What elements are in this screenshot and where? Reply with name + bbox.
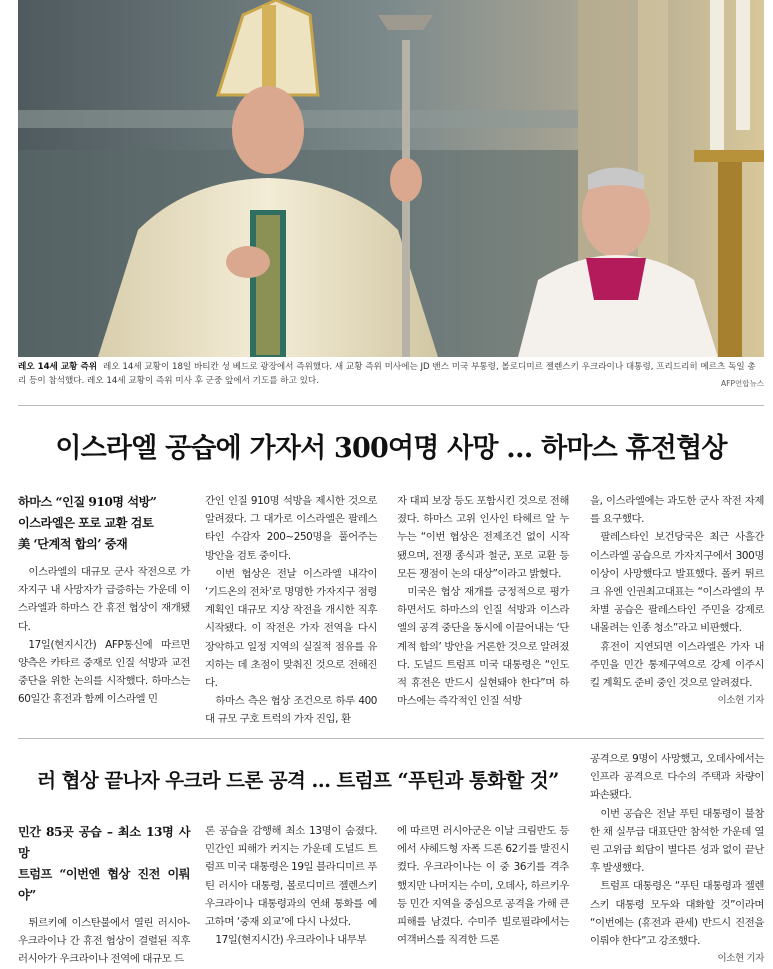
caption-title: 레오 14세 교황 즉위 [18, 362, 98, 372]
article2-headline: 러 협상 끝나자 우크라 드론 공격 … 트럼프 “푸틴과 통화할 것” [37, 769, 559, 792]
article1-subhead: 이스라엘은 포로 교환 검토 [18, 516, 154, 530]
paragraph: 이스라엘의 대규모 군사 작전으로 가자지구 내 사망자가 급증하는 가운데 이스라엘과 하마스 간 휴전 협상이 재개됐다. [18, 566, 190, 633]
paragraph: 을, 이스라엘에는 과도한 군사 작전 자제를 요구했다. [590, 495, 764, 526]
divider [18, 405, 764, 406]
article2-column-2 [205, 822, 377, 947]
article2-subhead: 트럼프 “이번엔 협상 진전 이뤄야” [18, 867, 190, 902]
paragraph: 트럼프 대통령은 “푸틴 대통령과 젤렌스키 대통령 모두와 대화할 것”이라며 “이번에는 (휴전과 관세) 반드시 진전을 이뤄야 한다”고 강조했다. [590, 880, 764, 948]
article1-column-2 [205, 492, 377, 728]
divider [18, 738, 764, 739]
article2-column-4 [590, 750, 764, 965]
article2-subhead: 민간 85곳 공습 – 최소 13명 사망 [18, 825, 190, 860]
article2-byline: 이소현 기자 [717, 953, 764, 965]
paragraph: 팔레스타인 보건당국은 최근 사흘간 이스라엘 공습으로 가자지구에서 300명 이상이 사망했다고 발표했다. 폴커 튀르크 유엔 인권최고대표는 “이스라엘의 무차별 공습은 팔레스타인 주민을 강제로 내몰려는 인종 청소”라고 비판했다. [590, 531, 764, 635]
article1-subhead: 하마스 “인질 910명 석방” [18, 495, 157, 509]
article2-subheads [18, 822, 190, 906]
news-photo [18, 0, 764, 357]
article1-headline: 이스라엘 공습에 가자서 300여명 사망 … 하마스 휴전협상 [55, 433, 727, 464]
article1-subheads [18, 492, 190, 555]
paragraph: 17일(현지시간) AFP통신에 따르면 양측은 카타르 중재로 인질 석방과 교전 중단을 위한 논의를 시작했다. 하마스는 60일간 휴전과 함께 이스라엘 민 [18, 638, 190, 706]
article1-column-1 [18, 492, 190, 728]
paragraph: 튀르키예 이스탄불에서 열린 러시아-우크라이나 간 휴전 협상이 결렬된 직후 러시아가 우크라이나 전역에 대규모 드 [18, 917, 190, 966]
article1-column-4 [590, 492, 764, 728]
paragraph: 하마스 측은 협상 조건으로 하루 400대 규모 구호 트럭의 가자 진입, 환 [205, 695, 377, 726]
article2-column-1 [18, 822, 190, 966]
paragraph: 미국은 협상 재개를 긍정적으로 평가하면서도 하마스의 인질 석방과 이스라엘의 공격 중단을 동시에 이끌어내는 ‘단계적 합의’ 방안을 거론한 것으로 알려졌다. 도널드 트럼프 미국 대통령은 “인도적 휴전은 반드시 실현돼야 한다”며 하마스에는 즉각적인 인질 석방 [397, 586, 569, 708]
paragraph: 론 공습을 감행해 최소 13명이 숨졌다. 민간인 피해가 커지는 가운데 도널드 트럼프 미국 대통령은 19일 블라디미르 푸틴 러시아 대통령, 볼로디미르 젤렌스키 우크라이나 대통령과의 연쇄 통화를 예고하며 ‘중재 외교’에 다시 나섰다. [205, 825, 377, 929]
paragraph: 간인 인질 910명 석방을 제시한 것으로 알려졌다. 그 대가로 이스라엘은 팔레스타인 수감자 200~250명을 풀어주는 방안을 검토 중이다. [205, 495, 377, 562]
photo-credit: AFP연합뉴스 [721, 379, 764, 388]
paragraph: 휴전이 지연되면 이스라엘은 가자 내 주민을 민간 통제구역으로 강제 이주시킬 계획도 준비 중인 것으로 알려졌다. [590, 640, 764, 690]
article1-column-3 [397, 492, 569, 728]
caption-text: 레오 14세 교황이 18일 바티칸 성 베드로 광장에서 즉위했다. 새 교황 즉위 미사에는 JD 밴스 미국 부통령, 볼로디미르 젤렌스키 우크라이나 대통령, 프리드리히 메르츠 독일 총리 등이 참석했다. 레오 14세 교황이 즉위 미사 후 군중 앞에서 기도를 하고 있다. [18, 362, 756, 386]
photo-illustration [18, 0, 764, 357]
paragraph: 17일(현지시간) 우크라이나 내무부 [215, 934, 367, 947]
article2-column-3 [397, 822, 569, 947]
paragraph: 이번 협상은 전날 이스라엘 내각이 ‘기드온의 전차’로 명명한 가자지구 점령 계획인 대규모 지상 작전을 개시한 직후 시작됐다. 이 작전은 가자 전역을 다시 장악하고 일정 지역의 실질적 점유를 유지하는 데 초점이 맞춰진 것으로 전해진다. [205, 567, 377, 690]
article1-subhead: 美 ‘단계적 합의’ 중재 [18, 537, 128, 551]
paragraph: 이번 공습은 전날 푸틴 대통령이 불참한 채 실무급 대표단만 참석한 가운데 열린 고위급 회담이 별다른 성과 없이 끝난 후 발생했다. [590, 807, 764, 875]
paragraph: 에 따르면 러시아군은 이날 크림반도 등에서 샤헤드형 자폭 드론 62기를 발진시켰다. 우크라이나는 이 중 36기를 격추했지만 나머지는 수미, 오데사, 하르키우 등 민간 지역을 중심으로 공격을 가해 큰 피해를 남겼다. 수미주 빌로필랴에서는 여객버스를 직격한 드론 [397, 825, 569, 947]
paragraph: 자 대피 보장 등도 포함시킨 것으로 전해졌다. 하마스 고위 인사인 타헤르 알 누누는 “이번 협상은 전제조건 없이 시작됐으며, 전쟁 종식과 철군, 포로 교환 등 모든 쟁점이 논의 대상”이라고 밝혔다. [397, 495, 569, 580]
photo-caption [18, 360, 764, 388]
article1-byline: 이소현 기자 [717, 695, 764, 707]
paragraph: 공격으로 9명이 사망했고, 오데사에서는 인프라 공격으로 다수의 주택과 차량이 파손됐다. [590, 753, 764, 802]
